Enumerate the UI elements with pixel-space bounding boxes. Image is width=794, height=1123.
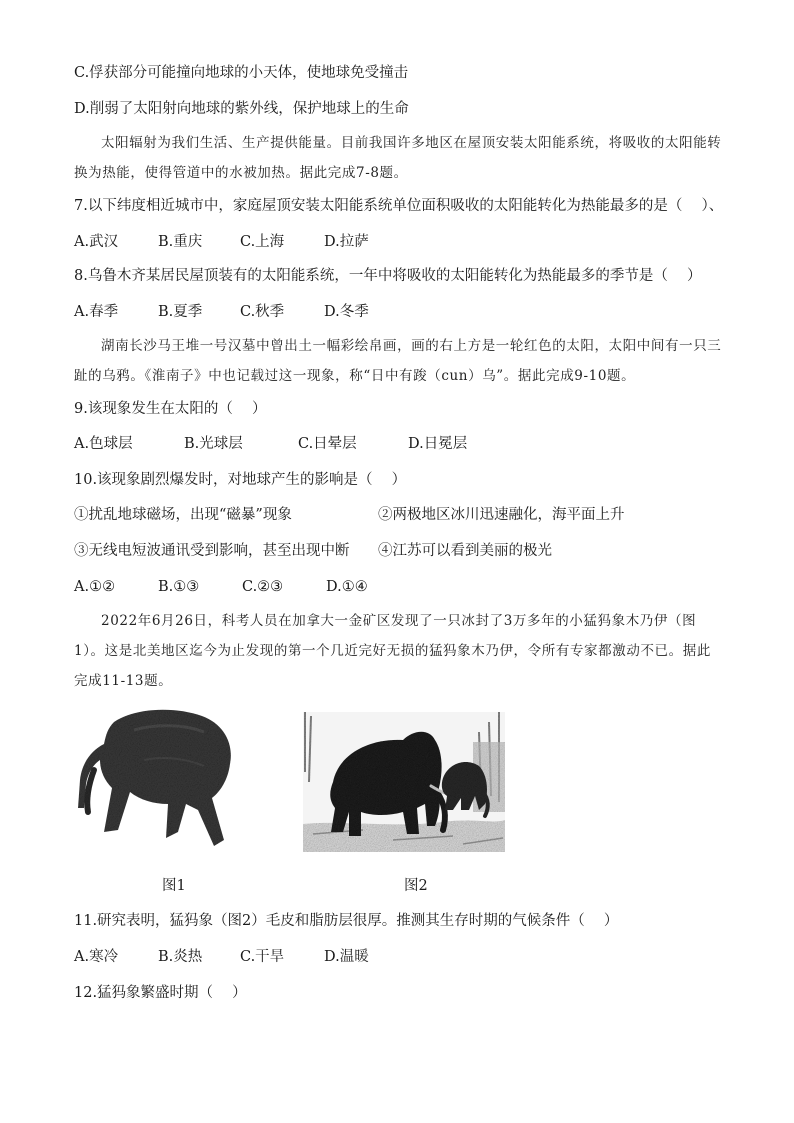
q11-option-c: C.干旱 xyxy=(240,949,285,965)
q8-option-b: B.夏季 xyxy=(158,304,203,320)
q8-options xyxy=(74,302,369,322)
q9-option-c: C.日晕层 xyxy=(298,436,357,452)
q12-stem: 12.猛犸象繁盛时期（ ） xyxy=(74,985,247,1001)
baby-mammoth-figure xyxy=(74,700,246,856)
passage-11-13: 2022年6月26日，科考人员在加拿大一金矿区发现了一只冰封了3万多年的小猛犸象木乃伊（图1）。这是北美地区迄今为止发现的第一个几近完好无损的猛犸象木乃伊，令所有专家都激动不已。据此完成11-13题。 xyxy=(74,613,711,689)
q11-option-d: D.温暖 xyxy=(324,949,369,965)
q10-option-d: D.①④ xyxy=(326,579,368,595)
q7-option-c: C.上海 xyxy=(240,234,285,250)
q7-option-b: B.重庆 xyxy=(158,234,203,250)
passage-9-10: 湖南长沙马王堆一号汉墓中曾出土一幅彩绘帛画，画的右上方是一轮红色的太阳，太阳中间有一只三趾的乌鸦。《淮南子》中也记载过这一现象，称“日中有踆（cun）乌”。据此完成9-10题。 xyxy=(74,338,722,384)
q11-stem: 11.研究表明，猛犸象（图2）毛皮和脂肪层很厚。推测其生存时期的气候条件（ ） xyxy=(74,913,619,929)
q8-option-a: A.春季 xyxy=(74,304,119,320)
q7-option-d: D.拉萨 xyxy=(324,234,369,250)
q10-option-c: C.②③ xyxy=(242,579,284,595)
q8-stem: 8.乌鲁木齐某居民屋顶装有的太阳能系统，一年中将吸收的太阳能转化为热能最多的季节是（ ） xyxy=(74,268,702,284)
q7-stem: 7.以下纬度相近城市中，家庭屋顶安装太阳能系统单位面积吸收的太阳能转化为热能最多的是（ ）、 xyxy=(74,198,724,214)
figure-1-caption: 图1 xyxy=(162,878,186,894)
q10-option-b: B.①③ xyxy=(158,579,200,595)
woolly-mammoths-figure xyxy=(303,712,505,852)
q7-options xyxy=(74,232,369,252)
q10-stem: 10.该现象剧烈爆发时，对地球产生的影响是（ ） xyxy=(74,472,407,488)
q10-item-4: ④江苏可以看到美丽的极光 xyxy=(378,543,552,559)
q10-item-1: ①扰乱地球磁场，出现“磁暴”现象 xyxy=(74,507,292,523)
q11-options xyxy=(74,947,369,967)
q10-option-a: A.①② xyxy=(74,579,116,595)
q6-option-c: C.俘获部分可能撞向地球的小天体，使地球免受撞击 xyxy=(74,65,409,81)
q6-option-d: D.削弱了太阳射向地球的紫外线，保护地球上的生命 xyxy=(74,101,409,117)
q10-options xyxy=(74,577,368,597)
q9-option-b: B.光球层 xyxy=(184,436,243,452)
q11-option-a: A.寒冷 xyxy=(74,949,119,965)
q9-option-d: D.日冕层 xyxy=(408,436,468,452)
q10-item-3: ③无线电短波通讯受到影响，甚至出现中断 xyxy=(74,543,350,559)
passage-7-8: 太阳辐射为我们生活、生产提供能量。目前我国许多地区在屋顶安装太阳能系统，将吸收的太阳能转换为热能，使得管道中的水被加热。据此完成7-8题。 xyxy=(74,135,722,181)
q7-option-a: A.武汉 xyxy=(74,234,119,250)
q9-options xyxy=(74,434,467,454)
q9-option-a: A.色球层 xyxy=(74,436,133,452)
q8-option-d: D.冬季 xyxy=(324,304,369,320)
q11-option-b: B.炎热 xyxy=(158,949,203,965)
q9-stem: 9.该现象发生在太阳的（ ） xyxy=(74,401,267,417)
q10-item-2: ②两极地区冰川迅速融化，海平面上升 xyxy=(378,507,625,523)
q8-option-c: C.秋季 xyxy=(240,304,285,320)
figure-2-caption: 图2 xyxy=(404,878,428,894)
